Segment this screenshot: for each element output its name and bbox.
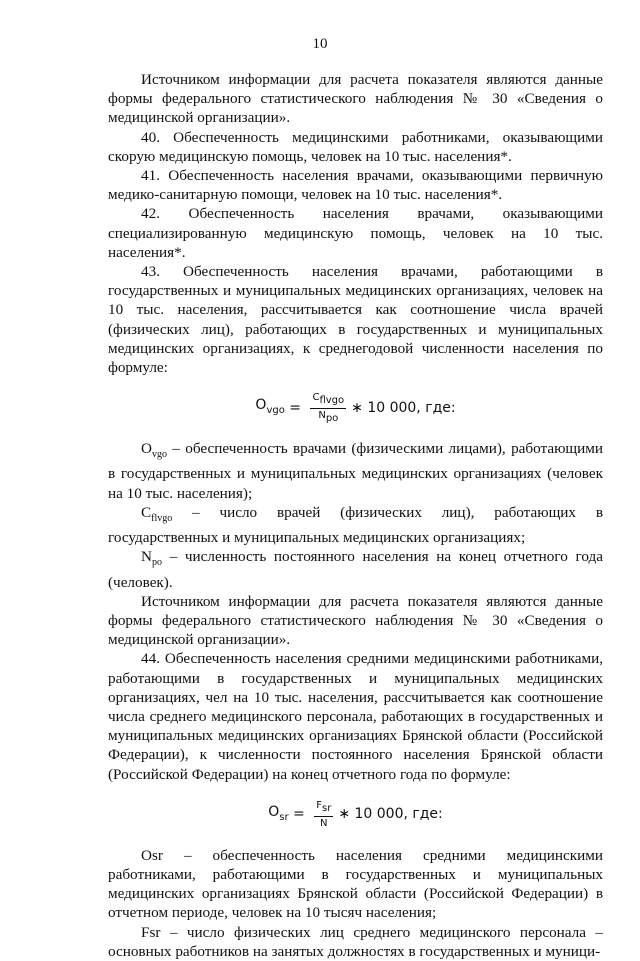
paragraph-item-40: 40. Обеспеченность медицинскими работниками, оказывающими скорую медицинскую помощь, человек на 10 тыс. населения*. — [108, 128, 603, 165]
formula-lhs: $O_{sr}$ — [268, 803, 289, 823]
formula-tail: ∗ 10 000, где: — [351, 399, 456, 416]
formula-numerator: $F_{sr}$ — [314, 800, 333, 817]
definition-fsr: Fsr – число физических лиц среднего медицинского персонала – основных работников на занятых должностях в государственных и муници- — [108, 923, 603, 960]
formula-lhs: $O_{vgo}$ — [255, 397, 285, 417]
paragraph-item-44: 44. Обеспеченность населения средними медицинскими работниками, работающими в государственных и муниципальных медицинских организациях, чел на 10 тыс. населения, рассчитывается как соотношение числа среднего медицинского персонала, работающих в государственных и муниципальных медицинских организациях Брянской области (Российской Федерации), к численности постоянного населения Брянской области (Российской Федерации) на конец отчетного года по формуле: — [108, 650, 603, 783]
formula-denominator: N — [320, 817, 328, 829]
formula-osr: $O_{sr}$ = $\frac{F_{sr}}{N}$ ∗ 10 000, где: — [268, 799, 443, 829]
page-number: 10 — [312, 36, 328, 52]
paragraph-item-41: 41. Обеспеченность населения врачами, оказывающими первичную медико-санитарную помощи, человек на 10 тыс. населения*. — [108, 167, 603, 204]
formula-ovgo: $O_{vgo}$ = $\frac{C_{flvgo}}{N_{po}}$ ∗ 10 000, где: — [255, 391, 456, 424]
formula-denominator: $N_{po}$ — [318, 409, 339, 424]
formula-numerator: $C_{flvgo}$ — [310, 392, 346, 409]
definition-osr: Osr – обеспеченность населения средними медицинскими работниками, работающими в государственных и муниципальных медицинских организациях Брянской области (Российской Федерации) в отчетном периоде, человек на 10 тысяч населения; — [108, 846, 603, 922]
definition-npo: $N_{po}$ – численность постоянного населения на конец отчетного года (человек). — [108, 548, 603, 591]
definition-cflvgo: $C_{flvgo}$ – число врачей (физических лиц), работающих в государственных и муниципальных медицинских организациях; — [108, 503, 603, 547]
formula-tail: ∗ 10 000, где: — [338, 806, 443, 823]
paragraph-source-1: Источником информации для расчета показателя являются данные формы федерального статистического наблюдения № 30 «Сведения о медицинской организации». — [108, 71, 603, 127]
formula-fraction — [310, 392, 346, 425]
paragraph-item-42: 42. Обеспеченность населения врачами, оказывающими специализированную медицинскую помощь, человек на 10 тыс. населения*. — [108, 205, 603, 261]
formula-fraction — [314, 800, 333, 830]
paragraph-item-43: 43. Обеспеченность населения врачами, работающими в государственных и муниципальных медицинских организациях, человек на 10 тыс. населения, рассчитывается как соотношение числа врачей (физических лиц), работающих в государственных и муниципальных медицинских организациях, к среднегодовой численности населения по формуле: — [108, 263, 603, 377]
definition-ovgo: $O_{vgo}$ – обеспеченность врачами (физическими лицами), работающими в государственных и муниципальных медицинских организациях (человек на 10 тыс. населения); — [108, 440, 603, 502]
document-body — [108, 70, 603, 961]
paragraph-source-2: Источником информации для расчета показателя являются данные формы федерального статистического наблюдения № 30 «Сведения о медицинской организации». — [108, 592, 603, 649]
